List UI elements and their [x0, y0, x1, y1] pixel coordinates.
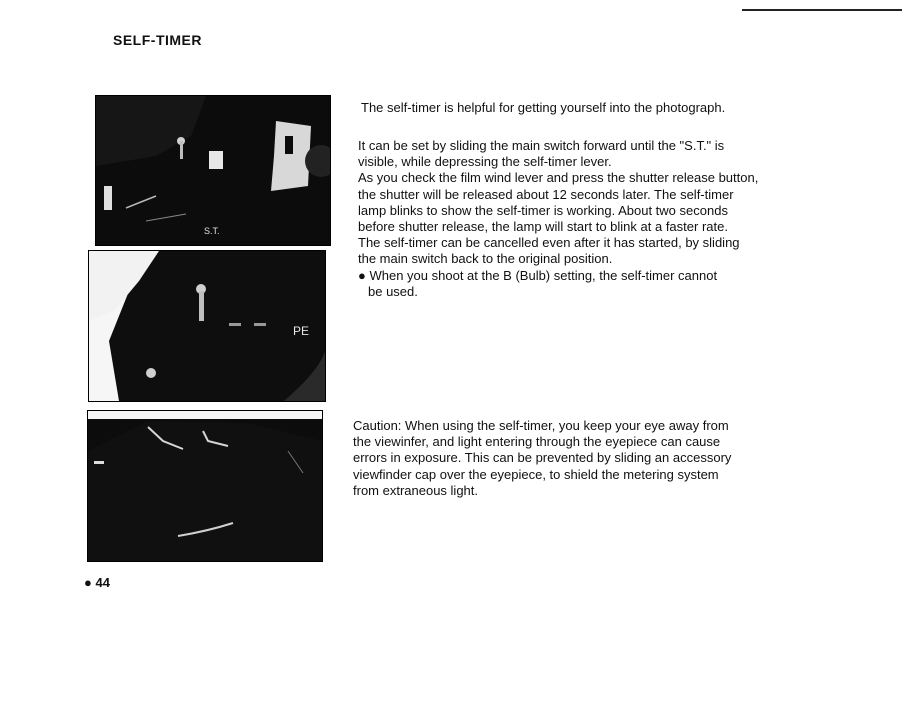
pe-mark-label: PE	[293, 324, 310, 338]
page-number: ● 44	[84, 575, 110, 590]
caution-paragraph	[353, 418, 823, 499]
intro-text: The self-timer is helpful for getting yourself into the photograph.	[361, 100, 726, 115]
section-heading: SELF-TIMER	[113, 32, 202, 48]
top-rule	[742, 9, 902, 11]
text-line: The self-timer can be cancelled even after it has started, by sliding	[358, 235, 740, 251]
switch-window	[209, 151, 223, 169]
photo-self-timer-lever	[88, 250, 326, 402]
caution-line: the viewinfer, and light entering through the eyepiece can cause	[353, 434, 721, 450]
text-line: It can be set by sliding the main switch forward until the "S.T." is	[358, 138, 725, 153]
text-line: the main switch back to the original position.	[358, 251, 613, 267]
st-mark-label: S.T.	[204, 226, 220, 236]
lever-illustration	[89, 251, 325, 401]
caution-line: errors in exposure. This can be prevented by sliding an accessory	[353, 450, 732, 466]
eyepiece-illustration	[88, 411, 322, 561]
bulb-note-text: When you shoot at the B (Bulb) setting, the self-timer cannot	[369, 267, 718, 283]
text-line: before shutter release, the lamp will start to blink at a faster rate.	[358, 219, 728, 235]
text-line: As you check the film wind lever and press the shutter release button,	[358, 170, 759, 186]
bulb-note-line	[358, 268, 858, 284]
text-line: lamp blinks to show the self-timer is working. About two seconds	[358, 202, 728, 218]
caution-line: from extraneous light.	[353, 482, 479, 498]
photo-main-switch	[95, 95, 331, 246]
caution-line: viewfinder cap over the eyepiece, to shield the metering system	[353, 466, 719, 482]
text-line: the shutter will be released about 12 seconds later. The self-timer	[358, 186, 734, 202]
bulb-note-continuation: be used.	[368, 283, 418, 299]
instructions-paragraph	[358, 138, 858, 300]
caution-line: Caution: When using the self-timer, you keep your eye away from	[353, 418, 729, 433]
photo-viewfinder-eyepiece	[87, 410, 323, 562]
camera-top-illustration	[96, 96, 330, 245]
bullet-icon: ●	[358, 267, 366, 283]
lever-highlight	[271, 121, 311, 191]
text-line: visible, while depressing the self-timer lever.	[358, 154, 612, 170]
